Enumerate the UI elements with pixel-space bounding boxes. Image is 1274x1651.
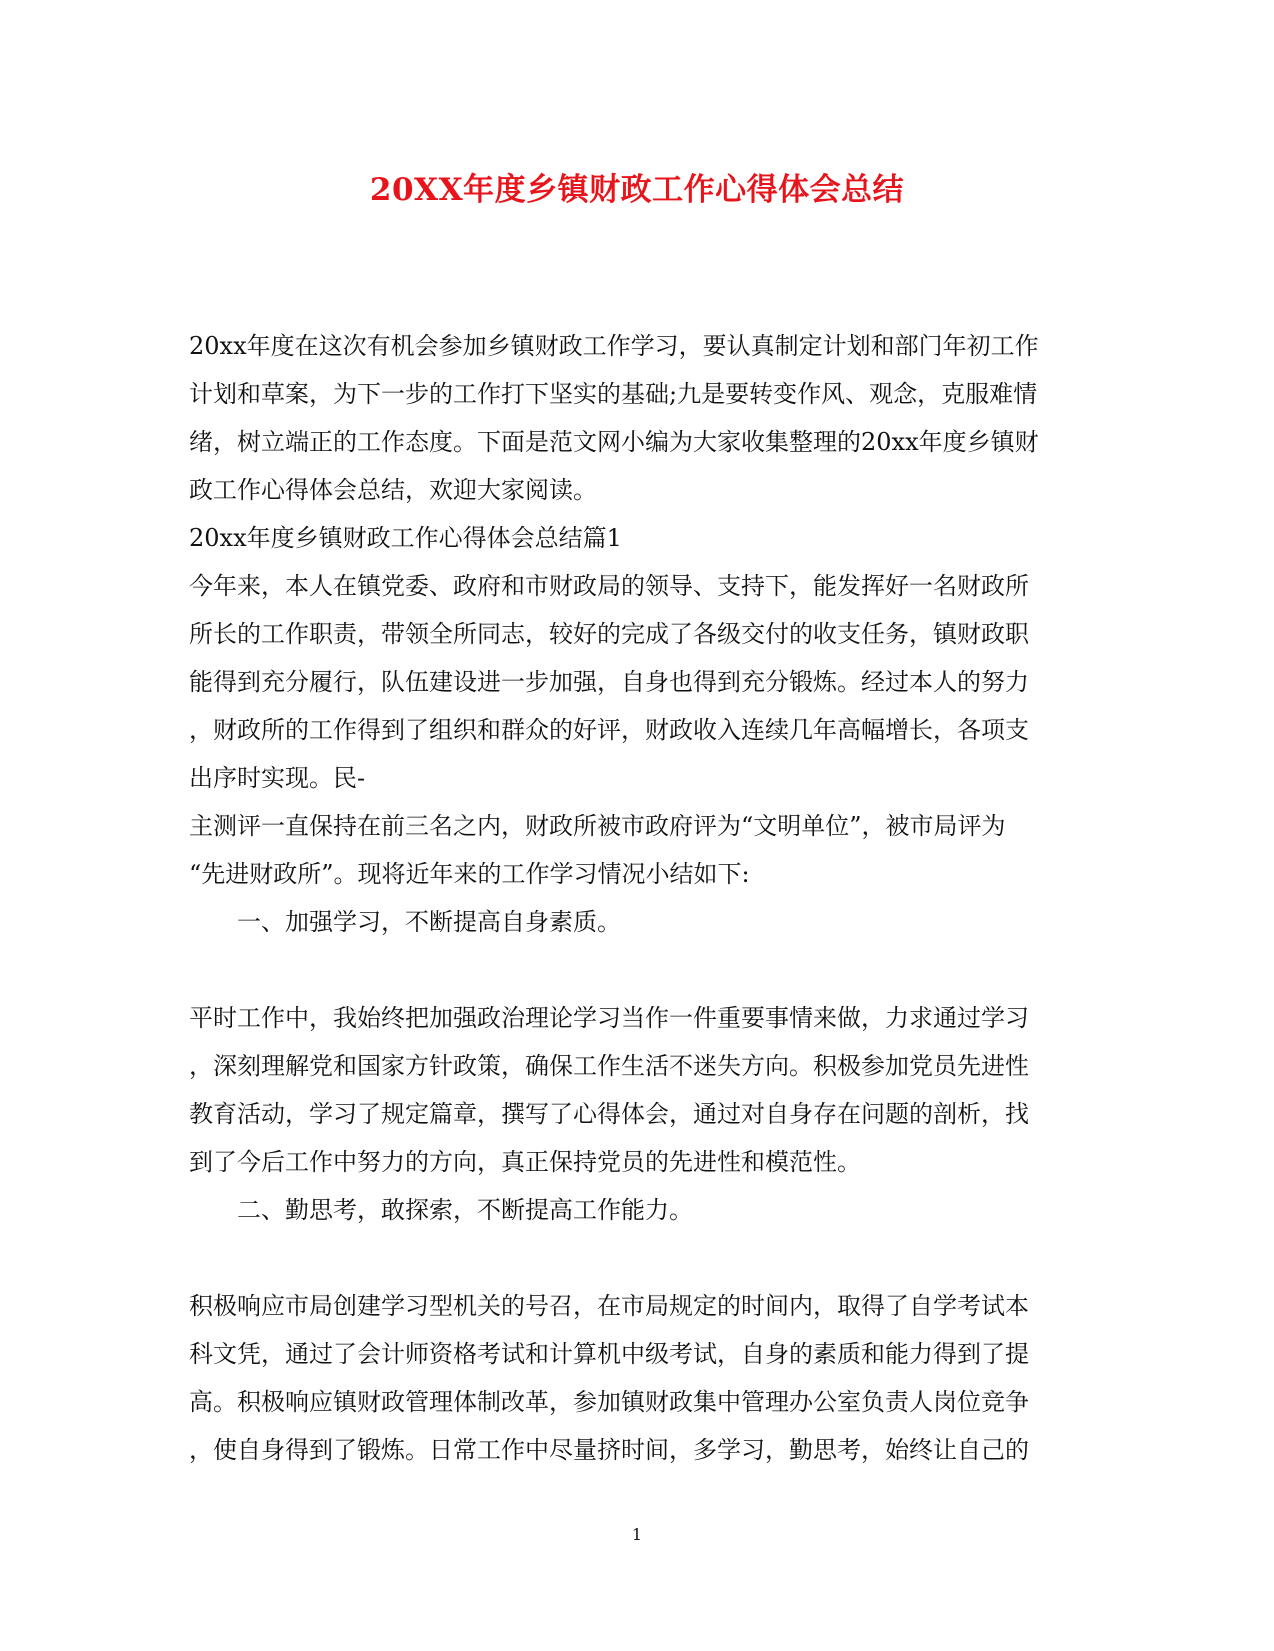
paragraph-line: 教育活动，学习了规定篇章，撰写了心得体会，通过对自身存在问题的剖析，找 xyxy=(189,1100,1029,1128)
document-title: 20XX年度乡镇财政工作心得体会总结 xyxy=(369,172,905,208)
paragraph-line: 20xx年度在这次有机会参加乡镇财政工作学习，要认真制定计划和部门年初工作 xyxy=(189,332,1039,360)
blank-line xyxy=(189,946,1079,994)
paragraph-line: 能得到充分履行，队伍建设进一步加强，自身也得到充分锻炼。经过本人的努力 xyxy=(189,668,1029,696)
subsection-heading: 二、勤思考，敢探索，不断提高工作能力。 xyxy=(237,1196,693,1224)
paragraph-line: ，使自身得到了锻炼。日常工作中尽量挤时间，多学习，勤思考，始终让自己的 xyxy=(189,1436,1029,1464)
paragraph-line: ，深刻理解党和国家方针政策，确保工作生活不迷失方向。积极参加党员先进性 xyxy=(189,1052,1029,1080)
paragraph-line: 所长的工作职责，带领全所同志，较好的完成了各级交付的收支任务，镇财政职 xyxy=(189,620,1029,648)
paragraph-line: ，财政所的工作得到了组织和群众的好评，财政收入连续几年高幅增长，各项支 xyxy=(189,716,1029,744)
paragraph-line: 政工作心得体会总结，欢迎大家阅读。 xyxy=(189,476,597,504)
paragraph-line: 主测评一直保持在前三名之内，财政所被市政府评为“文明单位”，被市局评为 xyxy=(189,812,1006,840)
subsection-heading: 一、加强学习，不断提高自身素质。 xyxy=(237,908,621,936)
paragraph-line: 科文凭，通过了会计师资格考试和计算机中级考试，自身的素质和能力得到了提 xyxy=(189,1340,1029,1368)
document-body xyxy=(189,322,1079,1474)
paragraph-line: 出序时实现。民- xyxy=(189,764,366,792)
paragraph-line: 到了今后工作中努力的方向，真正保持党员的先进性和模范性。 xyxy=(189,1148,861,1176)
paragraph-line: 今年来，本人在镇党委、政府和市财政局的领导、支持下，能发挥好一名财政所 xyxy=(189,572,1029,600)
blank-line xyxy=(189,1234,1079,1282)
paragraph-line: 平时工作中，我始终把加强政治理论学习当作一件重要事情来做，力求通过学习 xyxy=(189,1004,1029,1032)
page-number: 1 xyxy=(631,1525,643,1544)
section-heading: 20xx年度乡镇财政工作心得体会总结篇1 xyxy=(189,524,622,552)
paragraph-line: “先进财政所”。现将近年来的工作学习情况小结如下: xyxy=(189,860,750,888)
paragraph-line: 高。积极响应镇财政管理体制改革，参加镇财政集中管理办公室负责人岗位竞争 xyxy=(189,1388,1029,1416)
paragraph-line: 积极响应市局创建学习型机关的号召，在市局规定的时间内，取得了自学考试本 xyxy=(189,1292,1029,1320)
paragraph-line: 计划和草案，为下一步的工作打下坚实的基础;九是要转变作风、观念，克服难情 xyxy=(189,380,1038,408)
paragraph-line: 绪，树立端正的工作态度。下面是范文网小编为大家收集整理的20xx年度乡镇财 xyxy=(189,428,1039,456)
